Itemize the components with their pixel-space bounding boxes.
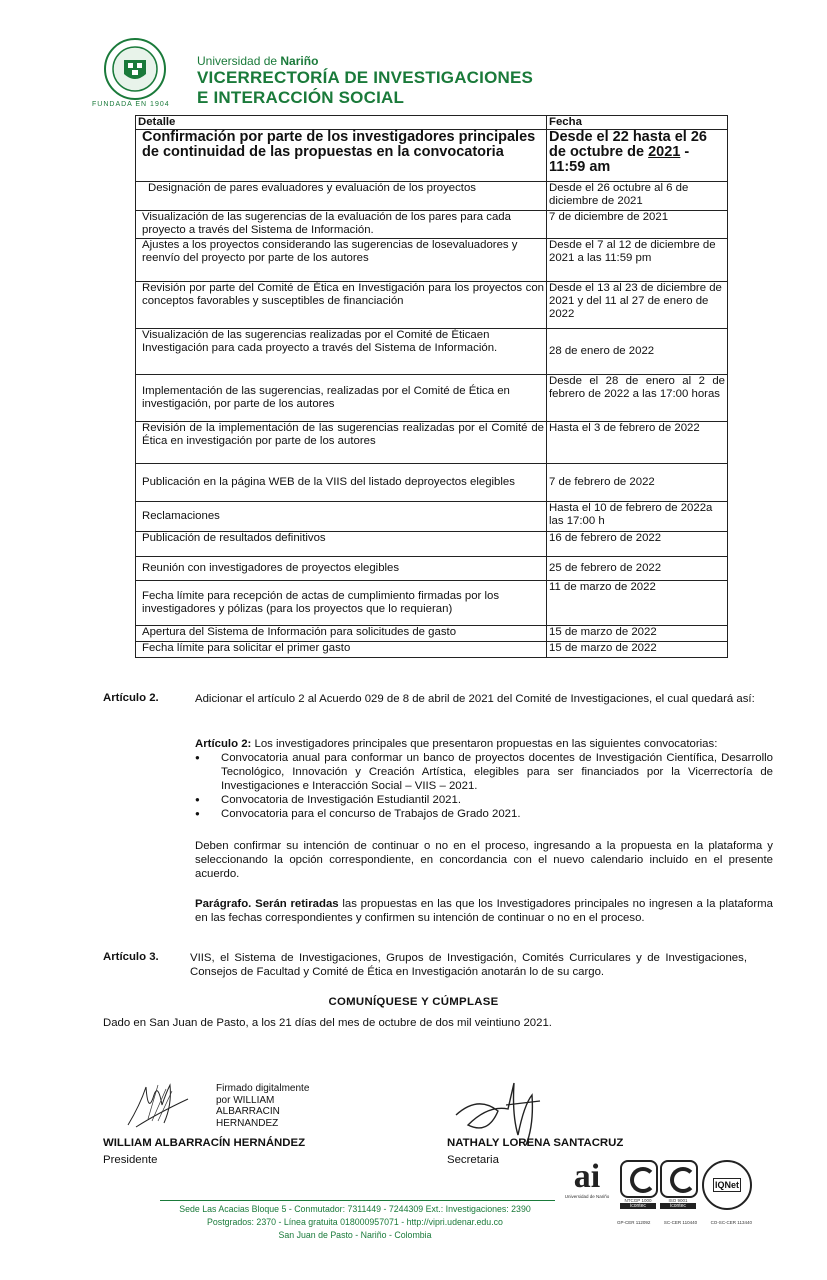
- cell-detalle: Publicación en la página WEB de la VIIS del listado deproyectos elegibles: [136, 464, 547, 502]
- cell-detalle: Visualización de las sugerencias realizadas por el Comité de Éticaen Investigación para cada proyecto a través del Sistema de Información.: [136, 329, 547, 375]
- cell-fecha: 15 de marzo de 2022: [547, 642, 728, 658]
- icontec-iso-logo: ISO 9001 icontec: [660, 1160, 696, 1209]
- convocatorias-list: [195, 751, 773, 821]
- cell-fecha: 25 de febrero de 2022: [547, 557, 728, 581]
- table-row: [136, 502, 728, 532]
- table-row: [136, 532, 728, 557]
- founded-year: FUNDADA EN 1904: [92, 101, 170, 108]
- table-row: [136, 642, 728, 658]
- cell-detalle: Revisión por parte del Comité de Ética en Investigación para los proyectos con conceptos favorables y susceptibles de financiación: [136, 282, 547, 329]
- footer-address: Sede Las Acacias Bloque 5 - Conmutador: 7311449 - 7244309 Ext.: Investigaciones: 2390: [179, 1204, 531, 1214]
- cell-detalle: Revisión de la implementación de las sugerencias realizadas por el Comité de Ética en investigación por parte de los autores: [136, 422, 547, 464]
- cell-fecha: Hasta el 10 de febrero de 2022a las 17:00 h: [547, 502, 728, 532]
- digital-signature-note: Firmado digitalmente por WILLIAM ALBARRACIN HERNANDEZ: [216, 1083, 310, 1129]
- table-row: [136, 375, 728, 422]
- cell-fecha: Desde el 28 de enero al 2 de febrero de 2022 a las 17:00 horas: [547, 375, 728, 422]
- articulo-2-text: Adicionar el artículo 2 al Acuerdo 029 de 8 de abril de 2021 del Comité de Investigaciones, el cual quedará así:: [195, 693, 755, 705]
- articulo-2-label: Artículo 2.: [103, 692, 159, 704]
- cell-detalle: Implementación de las sugerencias, realizadas por el Comité de Ética en investigación, por parte de los autores: [136, 375, 547, 422]
- footer-contact: Postgrados: 2370 - Línea gratuita 018000957071 - http://vipri.udenar.edu.co: [207, 1217, 503, 1227]
- certification-logos: [562, 1160, 752, 1232]
- cell-fecha: Desde el 7 al 12 de diciembre de 2021 a las 11:59 pm: [547, 239, 728, 282]
- cell-detalle: Designación de pares evaluadores y evaluación de los proyectos: [136, 182, 547, 211]
- paragrafo: Parágrafo. Serán retiradas las propuestas en las que los Investigadores principales no ingresen a la plataforma en las fechas correspondientes y confirmen su intención de continuar o no en el proceso.: [195, 898, 773, 924]
- table-row: [136, 239, 728, 282]
- cell-detalle: Fecha límite para solicitar el primer gasto: [136, 642, 547, 658]
- cell-fecha: Desde el 13 al 23 de diciembre de 2021 y del 11 al 27 de enero de 2022: [547, 282, 728, 329]
- articulo-2-inner-intro: Artículo 2: Los investigadores principales que presentaron propuestas en las siguientes convocatorias:: [195, 738, 718, 750]
- cert-codes: GP-CER 112092 SC-CER 110440 CO-SC-CER 113440: [617, 1220, 752, 1225]
- table-row: [136, 626, 728, 642]
- comuniquese-heading: COMUNÍQUESE Y CÚMPLASE: [328, 996, 499, 1008]
- table-row: [136, 182, 728, 211]
- articulo-2-inner: [195, 737, 773, 821]
- university-prefix: Universidad de: [197, 54, 281, 68]
- cell-detalle: Apertura del Sistema de Información para solicitudes de gasto: [136, 626, 547, 642]
- articulo-3-label: Artículo 3.: [103, 951, 159, 963]
- signer-1-name: WILLIAM ALBARRACÍN HERNÁNDEZ: [103, 1137, 306, 1149]
- vicerrectoria-title-line2: E INTERACCIÓN SOCIAL: [197, 88, 405, 107]
- table-row: [136, 581, 728, 626]
- schedule-table: [135, 115, 728, 658]
- table-row: [136, 464, 728, 502]
- cell-detalle: Publicación de resultados definitivos: [136, 532, 547, 557]
- articulo-3-text: VIIS, el Sistema de Investigaciones, Grupos de Investigación, Comités Curriculares y de Investigaciones, Consejos de Facultad y Comité de Ética en Investigación anotarán lo de su cargo.: [190, 952, 747, 978]
- cell-fecha: 7 de diciembre de 2021: [547, 211, 728, 239]
- confirm-paragraph: Deben confirmar su intención de continuar o no en el proceso, ingresando a la propuesta en la plataforma y seleccionando la opción correspondiente, en concordancia con el nuevo calendario incluido en el presente acuerdo.: [195, 840, 773, 880]
- list-item: ● Convocatoria anual para conformar un banco de proyectos docentes de Investigación Científica, Desarrollo Tecnológico, Innovación y Creación Artística, elegibles para ser financiados por la Vicerrectoría de Investigaciones e Interacción Social – VIIS – 2021.: [221, 751, 773, 793]
- cell-fecha: 7 de febrero de 2022: [547, 464, 728, 502]
- dado-en-line: Dado en San Juan de Pasto, a los 21 días del mes de octubre de dos mil veintiuno 2021.: [103, 1017, 552, 1029]
- signature-william: [118, 1075, 198, 1135]
- university-seal-logo: [104, 38, 166, 100]
- cell-detalle: Reunión con investigadores de proyectos elegibles: [136, 557, 547, 581]
- signer-1-role: Presidente: [103, 1154, 158, 1166]
- table-row: [136, 329, 728, 375]
- cell-fecha: Desde el 22 hasta el 26 de octubre de 2021 - 11:59 am: [547, 130, 728, 182]
- cell-detalle: Confirmación por parte de los investigadores principales de continuidad de las propuestas en la convocatoria: [136, 130, 547, 182]
- header-detalle: Detalle: [136, 116, 547, 130]
- list-item: ● Convocatoria para el concurso de Trabajos de Grado 2021.: [221, 807, 773, 821]
- icontec-ntcgp-logo: NTCGP 1000 icontec: [620, 1160, 656, 1209]
- cell-fecha: 15 de marzo de 2022: [547, 626, 728, 642]
- university-name: [197, 54, 318, 68]
- table-row: [136, 557, 728, 581]
- footer-city: San Juan de Pasto - Nariño - Colombia: [278, 1230, 432, 1240]
- signer-2-role: Secretaria: [447, 1154, 499, 1166]
- vicerrectoria-title-line1: VICERRECTORÍA DE INVESTIGACIONES: [197, 68, 534, 87]
- cell-fecha: 11 de marzo de 2022: [547, 581, 728, 626]
- table-row: [136, 422, 728, 464]
- signer-2-name: NATHALY LORENA SANTACRUZ: [447, 1137, 624, 1149]
- cell-detalle: Fecha límite para recepción de actas de cumplimiento firmadas por los investigadores y pólizas (para los proyectos que lo requieran): [136, 581, 547, 626]
- table-row: [136, 211, 728, 239]
- table-header-row: [136, 116, 728, 130]
- university-bold: Nariño: [280, 54, 319, 68]
- ai-accreditation-logo: ai Universidad de Nariño: [564, 1158, 610, 1199]
- header-fecha: Fecha: [547, 116, 728, 130]
- cell-detalle: Visualización de las sugerencias de la evaluación de los pares para cada proyecto a través del Sistema de Información.: [136, 211, 547, 239]
- cell-fecha: 28 de enero de 2022: [547, 329, 728, 375]
- table-row: [136, 130, 728, 182]
- table-row: [136, 282, 728, 329]
- list-item: ● Convocatoria de Investigación Estudiantil 2021.: [221, 793, 773, 807]
- cell-detalle: Reclamaciones: [136, 502, 547, 532]
- cell-fecha: 16 de febrero de 2022: [547, 532, 728, 557]
- footer-divider: [160, 1200, 555, 1201]
- cell-fecha: Desde el 26 octubre al 6 de diciembre de 2021: [547, 182, 728, 211]
- cell-fecha: Hasta el 3 de febrero de 2022: [547, 422, 728, 464]
- cell-detalle: Ajustes a los proyectos considerando las sugerencias de losevaluadores y reenvío del proyecto por parte de los autores: [136, 239, 547, 282]
- iqnet-logo: IQNet: [702, 1160, 752, 1210]
